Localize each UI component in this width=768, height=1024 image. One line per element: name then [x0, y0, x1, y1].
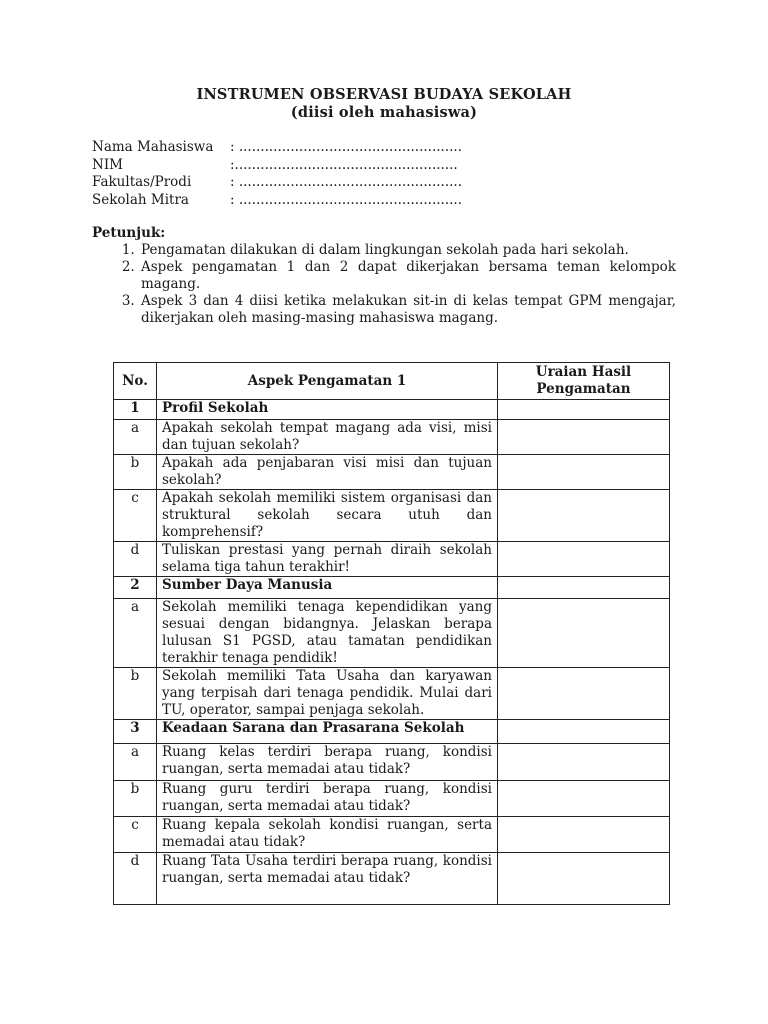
table-row — [114, 420, 670, 455]
answer-cell[interactable] — [498, 853, 670, 905]
row-letter: c — [114, 817, 157, 853]
field-nim — [92, 157, 462, 175]
section-row — [114, 400, 670, 420]
identity-fields — [92, 139, 462, 209]
instruction-item: 3. Aspek 3 dan 4 diisi ketika melakukan sit-in di kelas tempat GPM mengajar, dikerjakan oleh masing-masing mahasiswa magang. — [139, 293, 676, 327]
row-letter: d — [114, 853, 157, 905]
question-text: Apakah sekolah memiliki sistem organisasi dan struktural sekolah secara utuh dan komprehensif? — [157, 490, 498, 542]
table-row — [114, 490, 670, 542]
question-text: Ruang kepala sekolah kondisi ruangan, serta memadai atau tidak? — [157, 817, 498, 853]
row-letter: b — [114, 668, 157, 720]
field-label: Nama Mahasiswa — [92, 139, 214, 155]
answer-cell[interactable] — [498, 455, 670, 490]
document-title: INSTRUMEN OBSERVASI BUDAYA SEKOLAH — [196, 86, 572, 103]
answer-cell[interactable] — [498, 668, 670, 720]
question-text: Apakah sekolah tempat magang ada visi, misi dan tujuan sekolah? — [157, 420, 498, 455]
table-row — [114, 853, 670, 905]
instructions-list — [92, 242, 676, 327]
section-title: Sumber Daya Manusia — [157, 577, 498, 599]
question-text: Ruang Tata Usaha terdiri berapa ruang, kondisi ruangan, serta memadai atau tidak? — [157, 853, 498, 905]
field-blank: : .................................................... — [230, 139, 462, 155]
field-label: Fakultas/Prodi — [92, 174, 192, 190]
field-nama-mahasiswa — [92, 139, 462, 157]
section-row — [114, 720, 670, 744]
answer-cell[interactable] — [498, 400, 670, 420]
answer-cell[interactable] — [498, 817, 670, 853]
row-letter: b — [114, 781, 157, 817]
question-text: Apakah ada penjabaran visi misi dan tujuan sekolah? — [157, 455, 498, 490]
instructions-heading: Petunjuk: — [92, 225, 166, 241]
instruction-item: 2. Aspek pengamatan 1 dan 2 dapat dikerjakan bersama teman kelompok magang. — [139, 259, 676, 293]
table-row — [114, 542, 670, 577]
instruction-item: 1. Pengamatan dilakukan di dalam lingkungan sekolah pada hari sekolah. — [139, 242, 676, 259]
row-letter: a — [114, 599, 157, 668]
document-subtitle: (diisi oleh mahasiswa) — [290, 104, 478, 121]
row-letter: c — [114, 490, 157, 542]
question-text: Sekolah memiliki tenaga kependidikan yang sesuai dengan bidangnya. Jelaskan berapa lulusan S1 PGSD, atau tamatan pendidikan terakhir tenaga pendidik! — [157, 599, 498, 668]
header-hasil: Uraian Hasil Pengamatan — [498, 363, 670, 400]
header-aspek: Aspek Pengamatan 1 — [157, 363, 498, 400]
section-number: 2 — [114, 577, 157, 599]
table-row — [114, 599, 670, 668]
question-text: Ruang guru terdiri berapa ruang, kondisi ruangan, serta memadai atau tidak? — [157, 781, 498, 817]
section-title: Keadaan Sarana dan Prasarana Sekolah — [157, 720, 498, 744]
answer-cell[interactable] — [498, 599, 670, 668]
section-row — [114, 577, 670, 599]
answer-cell[interactable] — [498, 720, 670, 744]
table-row — [114, 668, 670, 720]
answer-cell[interactable] — [498, 577, 670, 599]
row-letter: d — [114, 542, 157, 577]
table-header-row — [114, 363, 670, 400]
question-text: Sekolah memiliki Tata Usaha dan karyawan yang terpisah dari tenaga pendidik. Mulai dari TU, operator, sampai penjaga sekolah. — [157, 668, 498, 720]
field-fakultas-prodi — [92, 174, 462, 192]
field-blank: : .................................................... — [230, 174, 462, 190]
table-row — [114, 817, 670, 853]
table-row — [114, 455, 670, 490]
field-blank: :.................................................... — [230, 156, 458, 173]
instructions — [92, 225, 676, 327]
answer-cell[interactable] — [498, 744, 670, 781]
answer-cell[interactable] — [498, 490, 670, 542]
field-blank: : .................................................... — [230, 191, 462, 208]
field-sekolah-mitra — [92, 192, 462, 210]
section-number: 1 — [114, 400, 157, 420]
question-text: Tuliskan prestasi yang pernah diraih sekolah selama tiga tahun terakhir! — [157, 542, 498, 577]
observation-table — [113, 362, 670, 905]
answer-cell[interactable] — [498, 420, 670, 455]
row-letter: b — [114, 455, 157, 490]
header-no: No. — [114, 363, 157, 400]
row-letter: a — [114, 744, 157, 781]
field-label: NIM — [92, 156, 123, 173]
table-row — [114, 781, 670, 817]
table-row — [114, 744, 670, 781]
section-title: Profil Sekolah — [157, 400, 498, 420]
answer-cell[interactable] — [498, 542, 670, 577]
answer-cell[interactable] — [498, 781, 670, 817]
row-letter: a — [114, 420, 157, 455]
field-label: Sekolah Mitra — [92, 191, 189, 208]
section-number: 3 — [114, 720, 157, 744]
question-text: Ruang kelas terdiri berapa ruang, kondisi ruangan, serta memadai atau tidak? — [157, 744, 498, 781]
